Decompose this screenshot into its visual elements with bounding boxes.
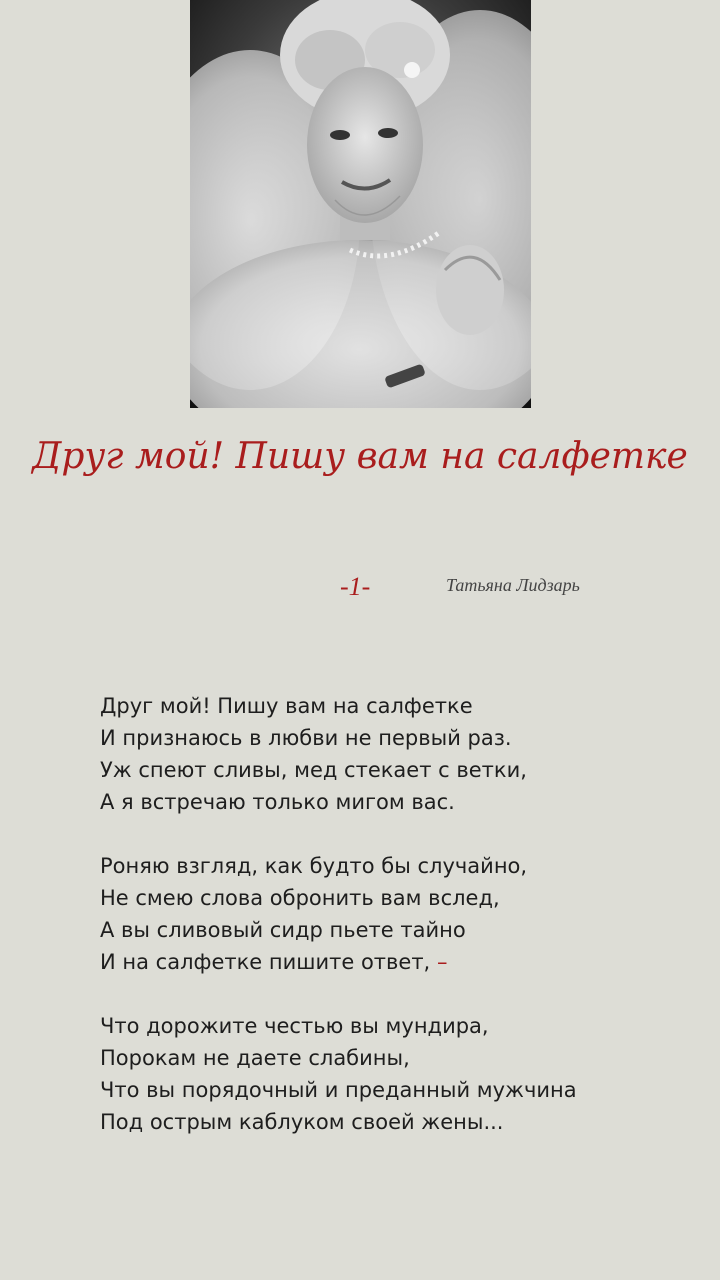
trailing-dash: – [436,950,448,974]
poem-body [100,690,660,1170]
poem-line [100,946,660,978]
poem-line: Порокам не даете слабины, [100,1046,410,1070]
stanza-2 [100,850,660,978]
stanza-1 [100,690,660,818]
poem-line: А вы сливовый сидр пьете тайно [100,918,466,942]
poem-line: А я встречаю только мигом вас. [100,790,455,814]
poem-line-text: И на салфетке пишите ответ, [100,950,431,974]
poem-line: Под острым каблуком своей жены... [100,1110,504,1134]
poem-line: Не смею слова обронить вам вслед, [100,886,500,910]
page-number: -1- [340,572,371,601]
poem-line: И признаюсь в любви не первый раз. [100,726,512,750]
portrait-image-icon [190,0,531,408]
portrait-photo [190,0,531,408]
poem-line: Друг мой! Пишу вам на салфетке [100,694,473,718]
poem-line: Уж спеют сливы, мед стекает с ветки, [100,758,527,782]
poem-line: Что вы порядочный и преданный мужчина [100,1078,577,1102]
stanza-3 [100,1010,660,1138]
poem-line: Роняю взгляд, как будто бы случайно, [100,854,528,878]
poem-title: Друг мой! Пишу вам на салфетке [32,436,688,477]
poem-line: Что дорожите честью вы мундира, [100,1014,489,1038]
author-name: Татьяна Лидзарь [446,575,580,595]
